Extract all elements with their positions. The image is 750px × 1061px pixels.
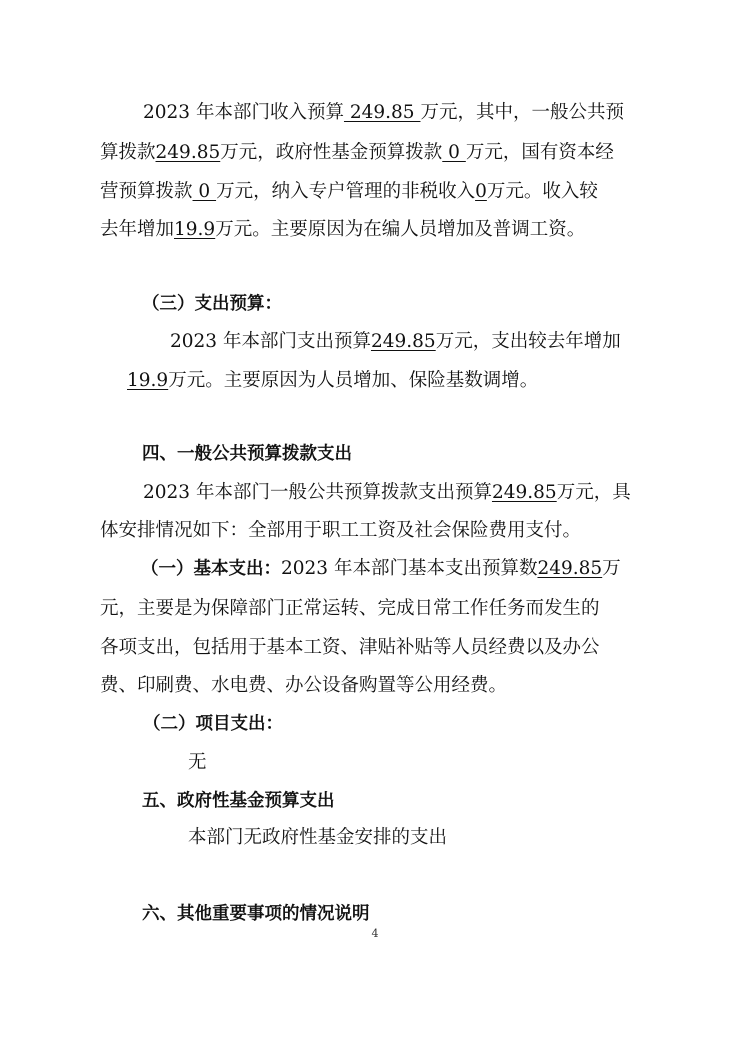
basic-expense-line-4: 费、印刷费、水电费、办公设备购置等公用经费。 bbox=[100, 675, 508, 696]
expense-increase-value: 19.9 bbox=[127, 370, 169, 391]
text: 万元，纳入专户管理的非税收入 bbox=[216, 181, 476, 202]
fund-budget-value: 0 bbox=[442, 142, 466, 163]
income-budget-line-4 bbox=[100, 218, 585, 242]
text: 2023 年本部门收入预算 bbox=[143, 102, 344, 123]
text: 万元，支出较去年增加 bbox=[435, 331, 621, 352]
expense-budget-line-2 bbox=[127, 369, 538, 393]
section-6-heading: 六、其他重要事项的情况说明 bbox=[142, 904, 370, 924]
text: 万元。主要原因为在编人员增加及普调工资。 bbox=[215, 219, 586, 240]
expense-budget-heading: （三）支出预算： bbox=[142, 294, 282, 314]
text: 2023 年本部门基本支出预算数 bbox=[281, 558, 538, 579]
income-budget-line-3 bbox=[100, 180, 598, 204]
project-expense-heading: （二）项目支出： bbox=[143, 714, 283, 734]
text: 营预算拨款 bbox=[100, 181, 193, 202]
income-total-value: 249.85 bbox=[343, 102, 421, 123]
text: 去年增加 bbox=[100, 219, 175, 240]
section-5-heading: 五、政府性基金预算支出 bbox=[142, 791, 335, 811]
non-tax-income-value: 0 bbox=[475, 181, 487, 202]
income-budget-line-1 bbox=[143, 101, 624, 125]
general-expense-line-2: 体安排情况如下：全部用于职工工资及社会保险费用支付。 bbox=[100, 520, 582, 541]
basic-expense-line-3: 各项支出，包括用于基本工资、津贴补贴等人员经费以及办公 bbox=[100, 637, 600, 658]
expense-total-value: 249.85 bbox=[370, 331, 436, 352]
text: 万元。收入较 bbox=[486, 181, 598, 202]
section-4-heading: 四、一般公共预算拨款支出 bbox=[142, 444, 352, 464]
income-budget-line-2 bbox=[100, 141, 614, 165]
basic-expense-line-1 bbox=[141, 557, 621, 581]
income-increase-value: 19.9 bbox=[174, 219, 216, 240]
text: 万 bbox=[602, 558, 621, 579]
state-capital-value: 0 bbox=[192, 181, 217, 202]
basic-expense-value: 249.85 bbox=[537, 558, 603, 579]
page-number: 4 bbox=[371, 927, 379, 940]
basic-expense-label: （一）基本支出： bbox=[141, 559, 281, 579]
text: 2023 年本部门支出预算 bbox=[170, 331, 371, 352]
text: 2023 年本部门一般公共预算拨款支出预算 bbox=[143, 482, 492, 503]
text: 万元，其中，一般公共预 bbox=[420, 102, 624, 123]
general-expense-value: 249.85 bbox=[491, 482, 557, 503]
text: 算拨款 bbox=[100, 142, 156, 163]
text: 万元，国有资本经 bbox=[465, 142, 614, 163]
project-expense-none: 无 bbox=[188, 752, 207, 773]
general-budget-value: 249.85 bbox=[155, 142, 221, 163]
fund-expense-text: 本部门无政府性基金安排的支出 bbox=[188, 827, 448, 848]
expense-budget-line-1 bbox=[170, 330, 621, 354]
text: 万元，政府性基金预算拨款 bbox=[220, 142, 443, 163]
text: 万元，具 bbox=[556, 482, 631, 503]
basic-expense-line-2: 元，主要是为保障部门正常运转、完成日常工作任务而发生的 bbox=[100, 598, 600, 619]
general-expense-line-1 bbox=[143, 481, 631, 505]
text: 万元。主要原因为人员增加、保险基数调增。 bbox=[168, 370, 539, 391]
